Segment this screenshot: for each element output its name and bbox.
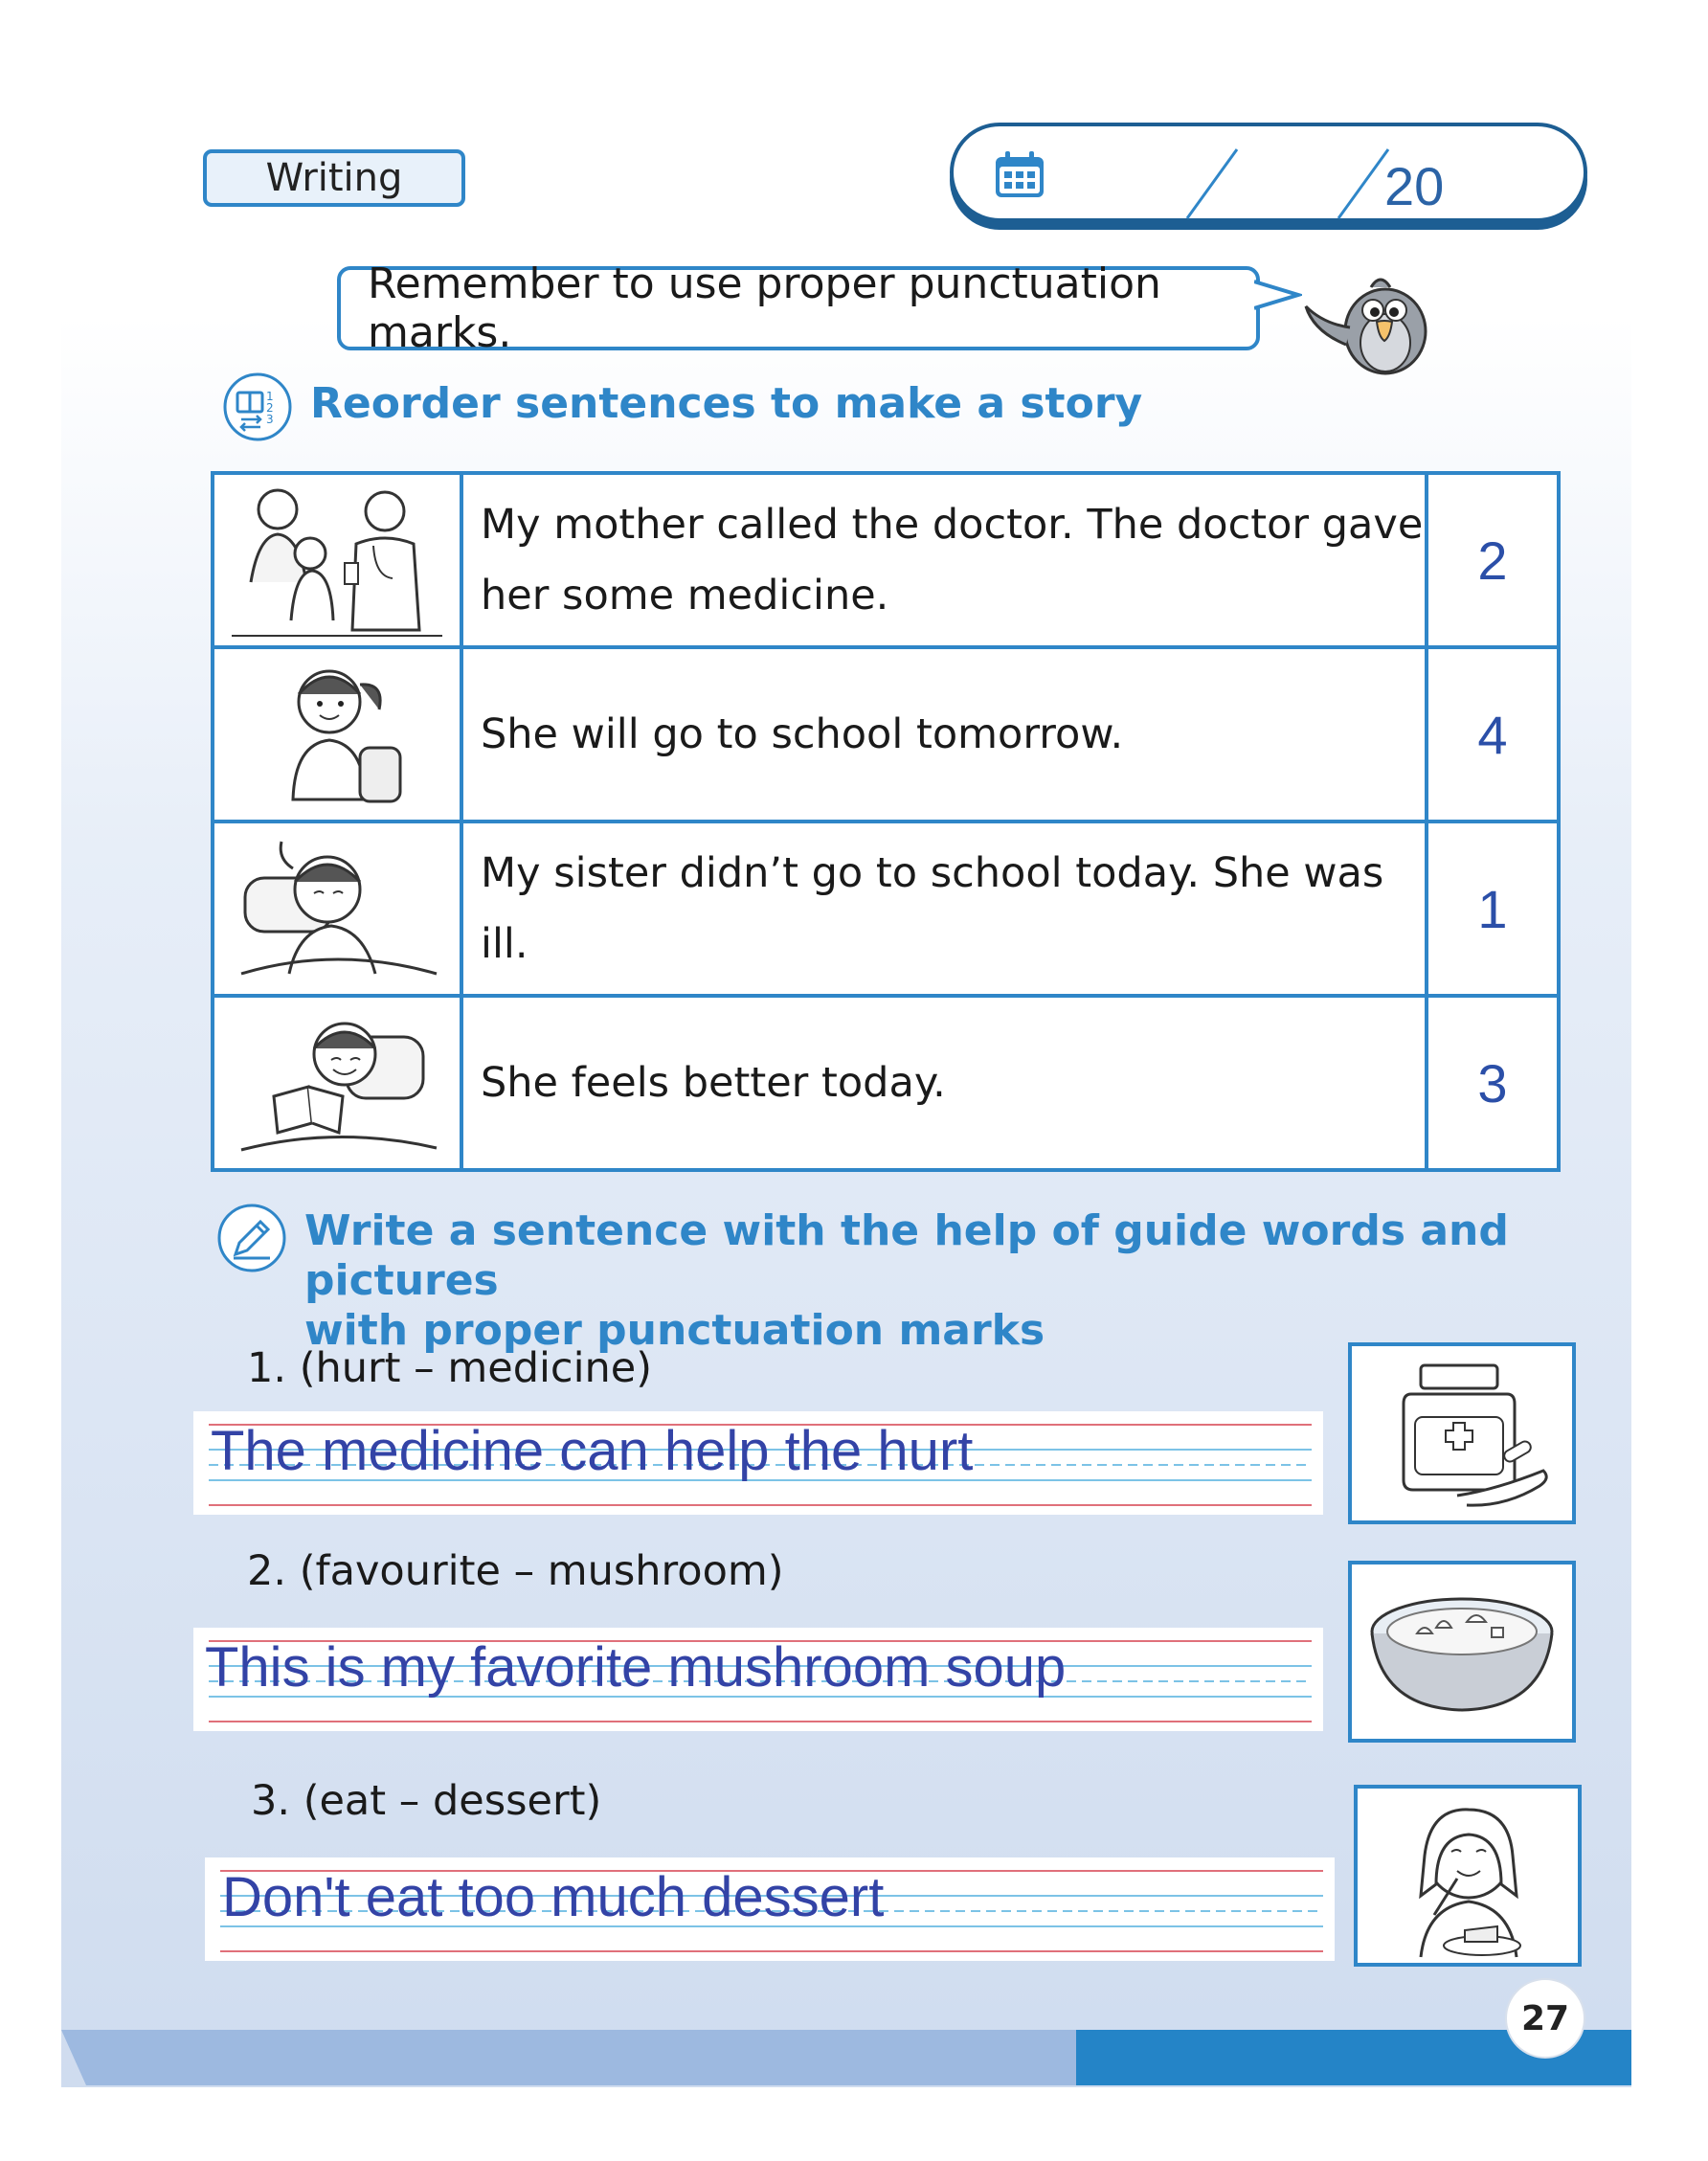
- sentence-line: her some medicine.: [481, 572, 889, 619]
- order-number-field[interactable]: [1427, 996, 1559, 1170]
- sentence-line: My mother called the doctor. The doctor gave: [481, 501, 1424, 549]
- medicine-bottle-illustration: [1352, 1346, 1572, 1520]
- section-badge-writing: Writing: [203, 149, 465, 207]
- sentence-cell: [461, 473, 1427, 647]
- mushroom-soup-bowl-illustration: [1352, 1564, 1572, 1739]
- reorder-icon: [222, 371, 293, 442]
- picture-box: [1348, 1561, 1576, 1743]
- sentence-line: She feels better today.: [481, 1059, 946, 1107]
- pencil-icon: [216, 1203, 287, 1273]
- table-row: [213, 996, 1559, 1170]
- reminder-bubble: [337, 259, 1260, 357]
- picture-box: [1348, 1342, 1576, 1524]
- section-title-reorder: Reorder sentences to make a story: [310, 379, 1143, 428]
- picture-box: [1354, 1785, 1582, 1967]
- order-number: 2: [1477, 529, 1508, 591]
- date-field[interactable]: [950, 123, 1587, 222]
- girl-eating-cake-illustration: [1358, 1789, 1578, 1963]
- svg-text:3: 3: [266, 413, 274, 426]
- sentence-cell: [461, 996, 1427, 1170]
- table-row: [213, 822, 1559, 996]
- answer-writing-field[interactable]: [193, 1411, 1323, 1515]
- order-number: 1: [1477, 878, 1508, 939]
- sick-girl-in-bed-illustration: [232, 830, 442, 983]
- section-title-line: Write a sentence with the help of guide words and pictures: [304, 1206, 1509, 1305]
- handwritten-answer: Don't eat too much dessert: [222, 1866, 885, 1928]
- answer-writing-field[interactable]: [193, 1628, 1323, 1731]
- guide-words: 2. (favourite – mushroom): [247, 1547, 784, 1595]
- footer-band-left: [61, 2030, 1076, 2085]
- girl-reading-in-bed-illustration: [232, 1004, 442, 1158]
- svg-text:2: 2: [266, 401, 274, 415]
- date-separator-slash: [1335, 146, 1392, 222]
- page-number: 27: [1505, 1978, 1585, 2059]
- calendar-icon: [994, 151, 1045, 199]
- section-title-write-sentence: [304, 1206, 1708, 1356]
- sentence-line: She will go to school tomorrow.: [481, 710, 1124, 758]
- sentence-cell: [461, 822, 1427, 996]
- picture-cell: [213, 473, 461, 647]
- mother-doctor-girl-illustration: [232, 477, 442, 640]
- section-title-line: with proper punctuation marks: [304, 1306, 1045, 1355]
- parrot-mascot-icon: [1294, 264, 1438, 379]
- reminder-text: Remember to use proper punctuation marks.: [368, 259, 1161, 357]
- picture-cell: [213, 996, 461, 1170]
- order-number-field[interactable]: [1427, 473, 1559, 647]
- handwritten-answer: This is my favorite mushroom soup: [205, 1636, 1067, 1699]
- sentence-cell: [461, 647, 1427, 822]
- order-number-field[interactable]: [1427, 822, 1559, 996]
- guide-words: 3. (eat – dessert): [251, 1777, 602, 1825]
- order-number: 3: [1477, 1052, 1508, 1114]
- story-table: [211, 471, 1561, 1172]
- date-year: 20: [1384, 156, 1445, 216]
- order-number: 4: [1477, 704, 1508, 765]
- handwritten-answer: The medicine can help the hurt: [211, 1420, 974, 1482]
- girl-with-backpack-illustration: [260, 656, 414, 809]
- table-row: [213, 473, 1559, 647]
- svg-text:1: 1: [266, 390, 274, 403]
- table-row: [213, 647, 1559, 822]
- date-separator-slash: [1183, 146, 1241, 222]
- picture-cell: [213, 822, 461, 996]
- guide-words: 1. (hurt – medicine): [247, 1344, 653, 1392]
- picture-cell: [213, 647, 461, 822]
- answer-writing-field[interactable]: [205, 1857, 1335, 1961]
- order-number-field[interactable]: [1427, 647, 1559, 822]
- sentence-line: My sister didn’t go to school today. She was ill.: [481, 849, 1384, 968]
